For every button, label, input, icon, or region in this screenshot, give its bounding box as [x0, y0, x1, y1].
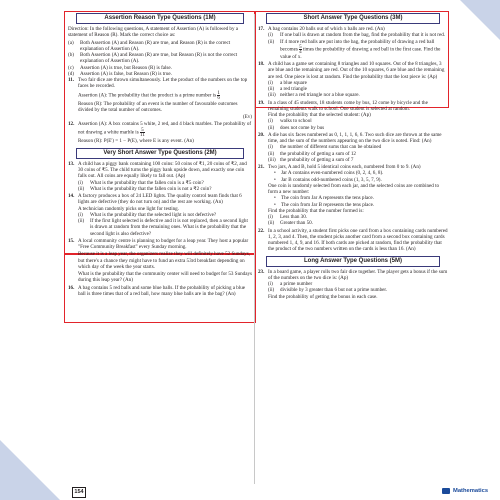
part-item [78, 218, 252, 237]
part-text: What is the probability that the fallen coin is a ₹5 coin? [90, 179, 204, 186]
question-text: A die has six faces numbered as 0, 1, 1, 1, 6, 6. Two such dice are thrown at the same time, and the sum of the numbers appearing on the two dice is noted. Find: [268, 131, 442, 144]
part-label: (i) [268, 79, 273, 86]
page-corner-decoration [460, 0, 500, 40]
question-14 [68, 193, 252, 237]
part-label: (i) [78, 179, 83, 186]
part-text: What is the probability that the selected light is not defective? [90, 211, 217, 218]
skill-tag: (Ev) [242, 114, 252, 120]
question-text: A child has a piggy bank containing 100 coins: 50 coins of ₹1, 20 coins of ₹2, and 30 coins of ₹5. The child turns the piggy bank upside down, and exactly one coin falls out. All coins are equally likely to fall out. [78, 160, 247, 180]
question-20 [258, 132, 448, 163]
reason-text: Reason (R): P(E') = 1 − P(E), where E is any event. [78, 137, 183, 144]
question-19 [258, 100, 448, 131]
assertion-text [78, 91, 252, 100]
question-text: A child has a game set containing 8 triangles and 10 squares. Out of the 8 triangles, 3 are blue and the remaining are red. Out of the 10 squares, 6 are blue and the remaining are red. One piece is lost at random. Find the probability that the lost piece is: [268, 61, 445, 80]
question-13 [68, 161, 252, 192]
skill-tag: (An) [123, 277, 133, 284]
question-number: 12. [68, 121, 75, 128]
question-lead: Find the probability that the selected student: [268, 112, 360, 118]
section-heading-assertion-reason: Assertion Reason Type Questions (1M) [76, 13, 244, 24]
question-text: Assertion (A): A box contains 5 white, 2 red, and 4 black marbles. The probability of not drawing a white marble is [78, 121, 252, 136]
part-text: neither a red triangle nor a blue square. [280, 92, 360, 99]
part-text: Greater than 50. [280, 220, 313, 227]
question-paragraph: Because it is a leap year, the organizers realize they will definitely have 52 Sundays, but there's a chance they might have to fund an extra 53rd breakfast depending on which day of the week the year starts. [78, 251, 250, 270]
fraction-denominator: 11 [139, 131, 145, 138]
bullet-text: The coin from Jar A represents the tens place. [281, 195, 374, 202]
choice-text: Both Assertion (A) and Reason (R) are true, but Reason (R) is not the correct explanation of Assertion (A). [80, 52, 238, 65]
assertion-lead: Assertion (A): The probability that the product is a prime number is [78, 92, 217, 99]
bullet-text: Jar A contains even-numbered coins (0, 2, 4, 6, 8). [281, 170, 384, 177]
skill-tag: (Ap) [361, 112, 371, 118]
section-heading-short-answer: Short Answer Type Questions (3M) [266, 13, 440, 24]
question-12 [68, 121, 252, 145]
choice-label: (a) [68, 39, 74, 46]
part-text: the probability of getting a sum of 7 [280, 156, 354, 163]
part-item [268, 220, 448, 226]
part-label: (ii) [78, 218, 85, 224]
page-number: 154 [72, 487, 86, 498]
part-text: If 4 more red balls are put into the bag, the probability of drawing a red ball becomes [280, 38, 435, 53]
skill-tag: (An) [375, 26, 385, 32]
part-item [268, 92, 448, 98]
reason-text: Reason (R): The probability of an event is the number of favourable outcomes divided by the total number of outcomes. [78, 100, 238, 113]
question-number: 23. [258, 268, 265, 275]
page-corner-decoration [0, 440, 60, 500]
question-number: 19. [258, 99, 265, 106]
question-number: 16. [68, 284, 75, 291]
choice-text: Assertion (A) is false, but Reason (R) is true. [80, 70, 172, 77]
question-text: In a class of 45 students, 18 students come by bus, 12 come by bicycle and the remaining students walk to school. One student is selected at random. [268, 99, 428, 112]
choice-text: Assertion (A) is true, but Reason (R) is false. [80, 64, 172, 71]
skill-tag: (An) [213, 199, 223, 206]
question-15 [68, 238, 252, 284]
question-number: 15. [68, 237, 75, 244]
part-label: (ii) [268, 38, 275, 45]
column-divider [254, 14, 255, 484]
question-lead: Find the probability that the number formed is: [268, 207, 364, 214]
bullet-icon: • [274, 201, 276, 208]
question-paragraph: One coin is randomly selected from each jar, and the selected coins are combined to form a new number: [268, 182, 440, 195]
bullet-icon: • [274, 170, 276, 177]
question-number: 17. [258, 26, 265, 32]
part-item [78, 186, 252, 192]
choice-label: (b) [68, 52, 74, 58]
part-text: Less than 30. [280, 214, 308, 220]
question-number: 22. [258, 227, 265, 234]
question-text: A local community centre is planning to budget for a leap year. They host a popular "Free Community Breakfast" every Sunday morning. [78, 237, 249, 250]
question-21 [258, 164, 448, 227]
part-text: What is the probability that the fallen coin is not a ₹2 coin? [90, 185, 212, 192]
part-text: If one ball is drawn at random from the bag, find the probability that it is not red. [280, 32, 446, 39]
part-text: If the first light selected is defective and it is not replaced, then a second light is drawn at random from the remaining ones. What is the probability that the second light is also defective? [90, 218, 248, 237]
question-number: 20. [258, 131, 265, 138]
question-number: 11. [68, 77, 75, 83]
footer [442, 488, 488, 494]
left-column [68, 13, 252, 298]
fraction-numerator: 1 [217, 89, 220, 96]
part-label: (ii) [268, 150, 275, 157]
choice-text: Both Assertion (A) and Reason (R) are true, and Reason (R) is the correct explanation of Assertion (A). [80, 39, 231, 52]
part-label: (iii) [268, 92, 276, 99]
part-label: (i) [268, 281, 273, 287]
question-number: 21. [258, 164, 265, 170]
skill-tag: (An) [225, 290, 236, 297]
fraction [140, 128, 145, 137]
assertion-text [78, 121, 252, 136]
part-label: (iii) [268, 156, 276, 163]
question-text: Two jars, A and B, hold 5 identical coins each, numbered from 0 to 9. [268, 164, 410, 170]
fraction-denominator: 4 [299, 48, 302, 55]
question-17 [258, 26, 448, 60]
bullet-text: Jar B contains odd-numbered coins (1, 3, 5, 7, 9). [281, 176, 382, 183]
skill-tag: (An) [410, 164, 421, 170]
question-text: In a board game, a player rolls two fair dice together. The player gets a bonus if the sum of the numbers on the two dice is: [268, 268, 448, 281]
skill-tag: (An) [421, 138, 432, 144]
part-text: a red triangle [280, 86, 307, 92]
part-label: (i) [78, 211, 83, 218]
fraction [299, 45, 302, 54]
book-icon [442, 488, 450, 494]
part-label: (ii) [268, 86, 275, 92]
fraction-numerator: 5 [141, 126, 144, 133]
part-label: (ii) [268, 287, 275, 294]
choice-list [68, 40, 252, 78]
bullet-text: The coin from Jar B represents the tens place. [281, 201, 375, 208]
question-lead: A technician randomly picks one light for testing. [78, 205, 180, 212]
skill-tag: (Ap) [338, 274, 349, 281]
question-text: A bag contains 20 balls out of which x balls are red. [268, 26, 374, 32]
question-text: A factory produces a box of 24 LED lights. The quality control team finds that 6 lights are defective (they do not turn on) and the rest are working. [78, 193, 242, 206]
part-text: a blue square [280, 79, 307, 86]
section-heading-very-short: Very Short Answer Type Questions (2M) [76, 148, 244, 159]
part-label: (i) [268, 144, 273, 151]
skill-tag: (Ap) [175, 173, 186, 180]
part-label: (ii) [78, 185, 85, 192]
part-label: (ii) [268, 220, 275, 227]
question-paragraph: What is the probability that the community center will need to budget for 53 Sundays during this leap year? [78, 271, 252, 284]
fraction-numerator: 5 [299, 43, 302, 50]
part-item [268, 39, 448, 61]
question-22 [258, 228, 448, 253]
skill-tag: (An) [184, 137, 194, 144]
part-item [268, 157, 448, 163]
question-text: In a school activity, a student first picks one card from a box containing cards numbered 1, 2, 3, and 4. Then, the student picks another card from a second box containing cards numbered 1, 4, 9, and 16. If both cards are picked at random, find the probability that the product of the two numbers written on the cards is less than 16. [268, 227, 448, 253]
part-text: a prime number [280, 281, 313, 287]
question-text: Two fair dice are thrown simultaneously. Let the product of the numbers on the top faces be recorded. [78, 77, 248, 90]
part-item [268, 125, 448, 131]
part-label: (i) [268, 214, 273, 220]
skill-tag: (An) [405, 246, 416, 253]
section-heading-long-answer: Long Answer Type Questions (5M) [266, 256, 440, 267]
part-text: the probability of getting a sum of 12 [280, 150, 356, 157]
choice-item [68, 40, 252, 53]
part-text: does not come by bus [280, 124, 325, 131]
bullet-icon: • [274, 195, 276, 202]
part-label: (i) [268, 32, 273, 39]
part-text-continued: times the probability of drawing a red ball in the first case. Find the value of x. [280, 46, 441, 60]
question-number: 14. [68, 193, 75, 199]
skill-tag: (Ap) [427, 73, 438, 80]
direction-text: Direction: In the following questions, A statement of Assertion (A) is followed by a statement of Reason (R). Mark the correct choice as: [68, 26, 239, 39]
fraction [217, 91, 220, 100]
choice-label: (c) [68, 64, 74, 71]
choice-label: (d) [68, 70, 74, 77]
right-column [258, 13, 448, 301]
question-18 [258, 61, 448, 99]
question-11 [68, 77, 252, 120]
question-number: 13. [68, 160, 75, 167]
question-number: 18. [258, 61, 265, 67]
choice-item [68, 52, 252, 65]
part-text: walks to school [280, 118, 312, 125]
part-label: (i) [268, 118, 273, 125]
part-text: divisible by 3 greater than 6 but not a prime number. [280, 287, 388, 294]
part-text: the number of different sums that can be obtained [280, 144, 382, 151]
question-paragraph: Find the probability of getting the bonus in each case. [268, 293, 378, 300]
bullet-icon: • [274, 176, 276, 183]
fraction-denominator: 6 [217, 94, 220, 101]
footer-subject: Mathematics [453, 488, 489, 494]
question-23 [258, 269, 448, 300]
part-label: (ii) [268, 124, 275, 131]
question-text: A bag contains 5 red balls and some blue balls. If the probability of picking a blue ball is three times that of a red ball, how many blue balls are in the bag? [78, 284, 246, 297]
question-16 [68, 285, 252, 298]
